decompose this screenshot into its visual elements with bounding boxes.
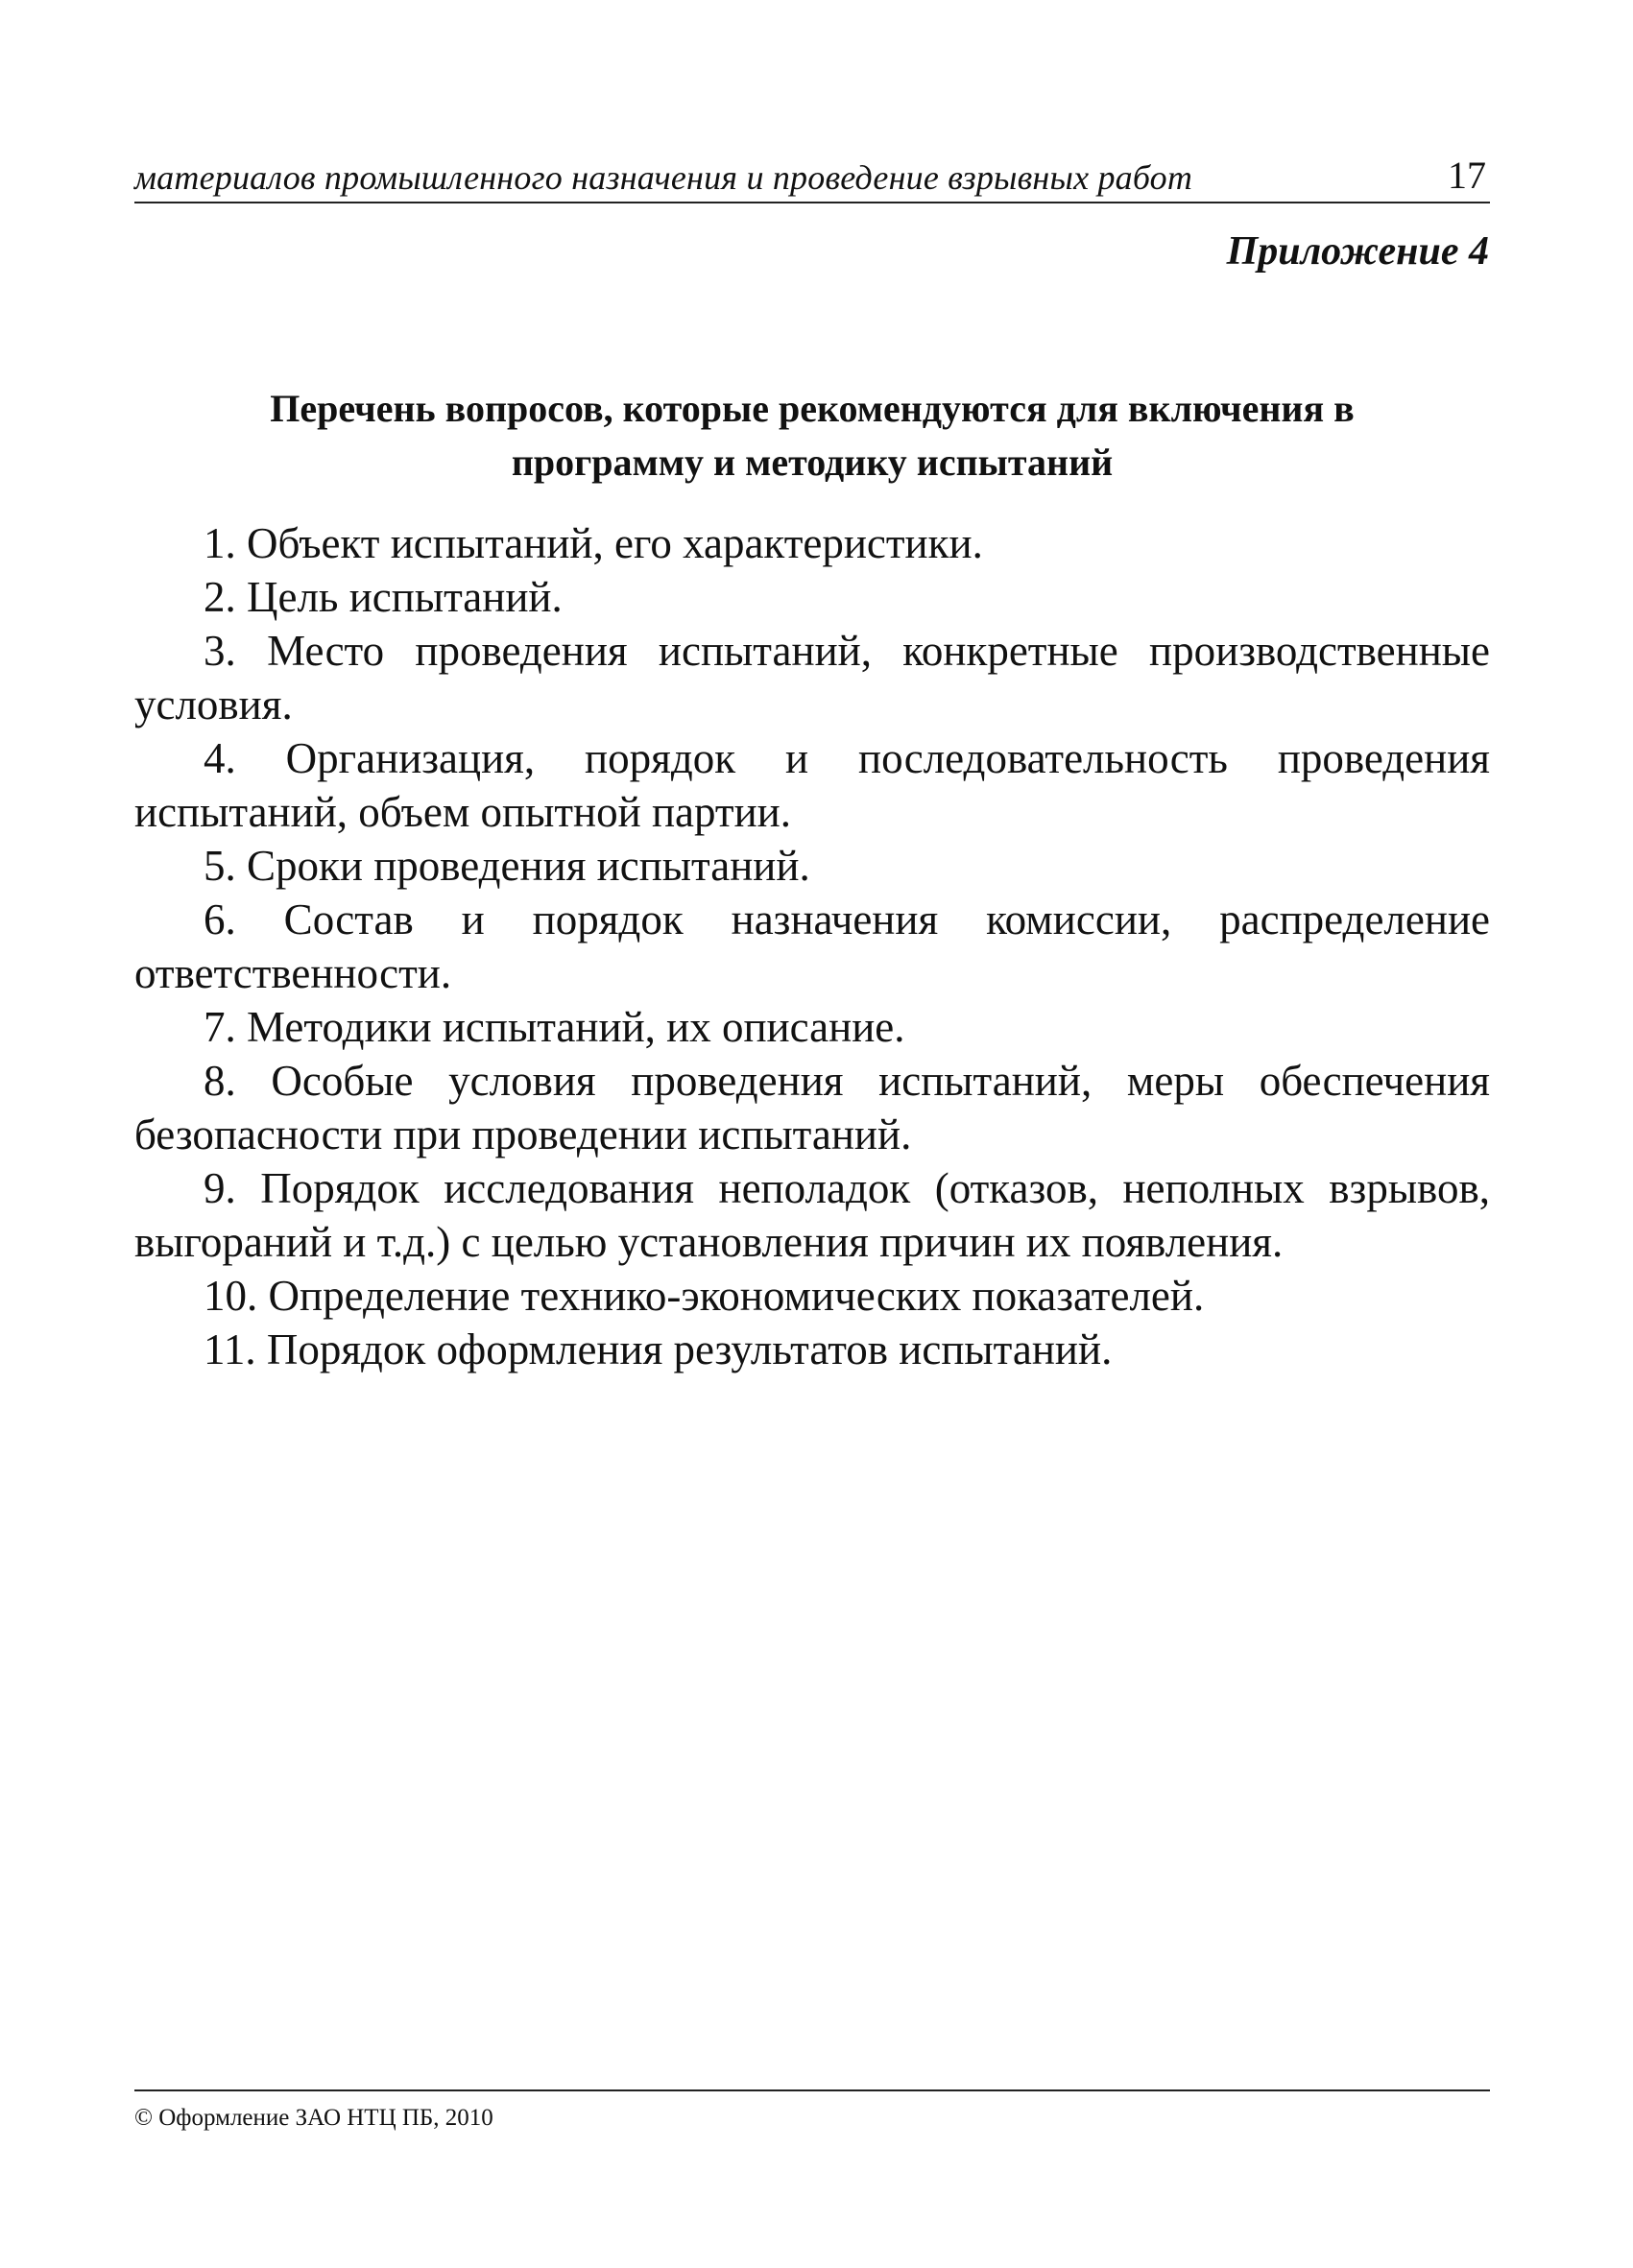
running-title: материалов промышленного назначения и проведение взрывных работ — [134, 158, 1193, 197]
section-title-line-1: Перечень вопросов, которые рекомендуются для включения в — [270, 387, 1355, 430]
question-item: 4. Организация, порядок и последовательность проведения испытаний, объем опытной партии. — [134, 734, 1490, 836]
section-title-line-2: программу и методику испытаний — [511, 441, 1114, 484]
question-item: 10. Определение технико-экономических показателей. — [204, 1272, 1205, 1320]
page-footer — [134, 2089, 1490, 2132]
section-title — [134, 382, 1490, 489]
question-item: 5. Сроки проведения испытаний. — [204, 842, 810, 890]
page-number: 17 — [1448, 154, 1486, 197]
question-item: 11. Порядок оформления результатов испытаний. — [204, 1325, 1113, 1373]
question-item: 2. Цель испытаний. — [204, 573, 563, 621]
question-item: 7. Методики испытаний, их описание. — [204, 1003, 905, 1051]
question-item: 1. Объект испытаний, его характеристики. — [204, 519, 983, 567]
question-item: 6. Состав и порядок назначения комиссии, распределение ответственности. — [134, 895, 1490, 997]
copyright-text: © Оформление ЗАО НТЦ ПБ, 2010 — [134, 2105, 493, 2131]
question-item: 8. Особые условия проведения испытаний, меры обеспечения безопасности при проведении испытаний. — [134, 1057, 1490, 1158]
question-item: 3. Место проведения испытаний, конкретные производственные условия. — [134, 627, 1490, 728]
question-item: 9. Порядок исследования неполадок (отказов, неполных взрывов, выгораний и т.д.) с целью установления причин их появления. — [134, 1164, 1490, 1266]
question-list — [134, 516, 1490, 1376]
running-header — [134, 152, 1490, 203]
appendix-label: Приложение 4 — [1226, 229, 1489, 274]
